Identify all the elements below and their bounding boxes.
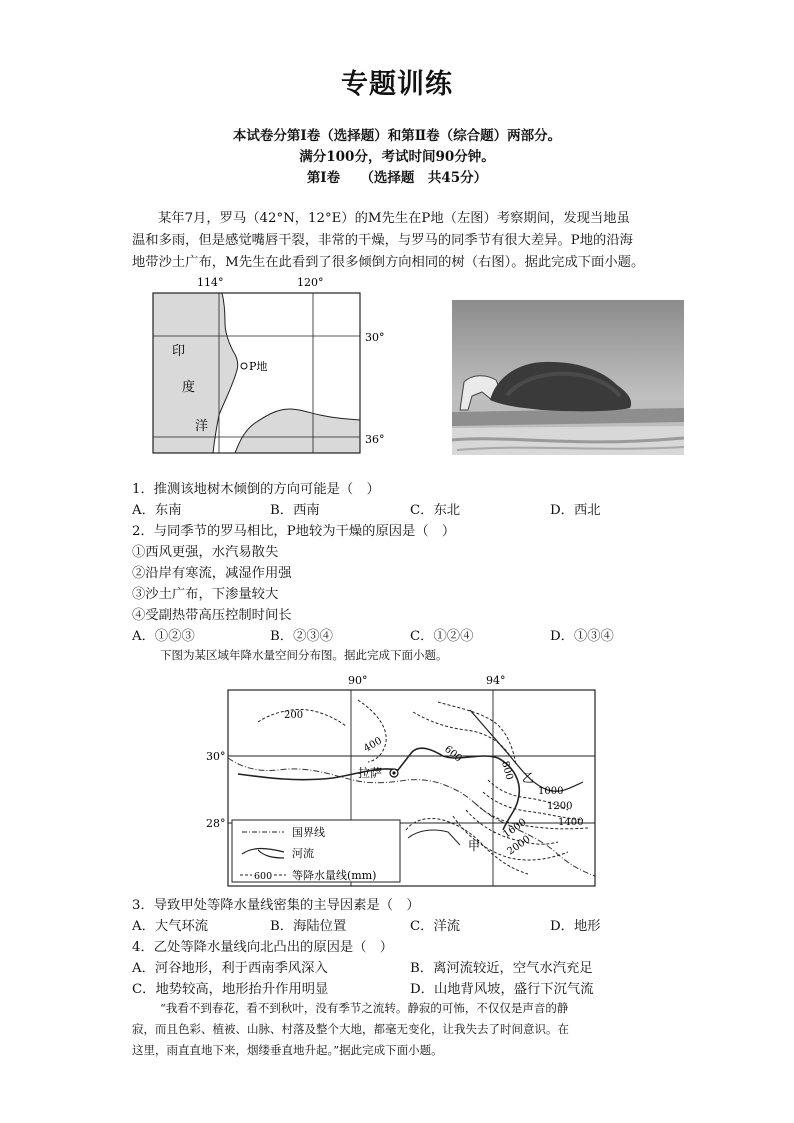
lon-label-114: 114°: [197, 276, 224, 289]
q1-option-a: A．东南: [132, 503, 182, 518]
isohyet-label-1000: 1000: [538, 786, 564, 797]
q2-stem: 2．与同季节的罗马相比，P地较为干燥的原因是（ ）: [132, 524, 456, 539]
q1-option-d: D．西北: [550, 503, 601, 518]
lat-label-36: 36°: [365, 433, 385, 446]
q3-stem: 3．导致甲处等降水量线密集的主导因素是（ ）: [132, 898, 420, 913]
lat-label-28: 28°: [206, 817, 226, 830]
legend-isohyet-number: 600: [254, 871, 273, 882]
q3-option-d: D．地形: [550, 919, 601, 934]
q1-option-c: C．东北: [410, 503, 461, 518]
q2-statement-1: ①西风更强，水汽易散失: [132, 545, 279, 560]
q4-option-b: B．离河流较近，空气水汽充足: [410, 961, 593, 976]
lhasa-label: 拉萨: [358, 766, 383, 780]
lat-label-30: 30°: [206, 750, 226, 763]
exam-info-line1: 本试卷分第Ⅰ卷（选择题）和第Ⅱ卷（综合题）两部分。: [232, 128, 562, 144]
lon-label-90: 90°: [348, 674, 368, 687]
intro1-line3: 地带沙土广布，M先生在此看到了很多倾倒方向相同的树（右图）。据此完成下面小题。: [132, 255, 645, 270]
p-place-label: P地: [249, 360, 268, 373]
quote-line3: 这里，雨直直地下来，烟缕垂直地升起。”据此完成下面小题。: [132, 1043, 443, 1057]
exam-info-line2: 满分100分，考试时间90分钟。: [299, 149, 495, 165]
ocean-label-2: 度: [182, 380, 196, 395]
lon-label-120: 120°: [297, 276, 324, 289]
legend-isohyet-label: 等降水量线(mm): [292, 869, 377, 882]
isohyet-label-200: 200: [284, 710, 304, 721]
q3-option-a: A．大气环流: [132, 919, 209, 934]
isohyet-label-1600: 1600: [501, 816, 529, 841]
q2-statement-4: ④受副热带高压控制时间长: [132, 608, 292, 623]
p-location-map: [145, 275, 395, 460]
isohyet-label-2000: 2000: [505, 833, 533, 858]
section-heading: 第Ⅰ卷 （选择题 共45分）: [306, 170, 488, 186]
q2-option-b: B．②③④: [270, 629, 333, 644]
quote-line1: “我看不到春花，看不到秋叶，没有季节之流转。静寂的可怖，不仅仅是声音的静: [160, 1001, 569, 1015]
yi-label: 乙: [522, 771, 535, 785]
q4-stem: 4．乙处等降水量线向北凸出的原因是（ ）: [132, 940, 394, 955]
q4-option-c: C．地势较高，地形抬升作用明显: [132, 982, 329, 997]
intro1-line2: 温和多雨，但是感觉嘴唇干裂，非常的干燥，与罗马的同季节有很大差异。P地的沿海: [132, 233, 633, 248]
precipitation-map: [198, 670, 603, 890]
intro1-line1: 某年7月，罗马（42°N，12°E）的M先生在P地（左图）考察期间，发现当地虽: [158, 211, 630, 226]
jia-label: 甲: [468, 839, 481, 853]
quote-line2: 寂，而且色彩、植被、山脉、村落及整个大地，都毫无变化，让我失去了时间意识。在: [132, 1022, 569, 1036]
q3-option-c: C．洋流: [410, 919, 461, 934]
isohyet-label-1200: 1200: [547, 801, 573, 812]
q2-option-d: D．①③④: [550, 629, 614, 644]
q4-option-a: A．河谷地形，利于西南季风深入: [132, 961, 328, 976]
ocean-label-1: 印: [172, 344, 186, 359]
intro2: 下图为某区域年降水量空间分布图。据此完成下面小题。: [160, 648, 448, 662]
p-point-marker: [241, 363, 247, 369]
ocean-label-3: 洋: [195, 419, 209, 434]
q3-option-b: B．海陆位置: [270, 919, 347, 934]
tilted-tree-photo: [452, 300, 684, 455]
isohyet-label-400: 400: [362, 735, 385, 755]
isohyet-label-800: 800: [499, 759, 515, 782]
lat-label-30: 30°: [365, 331, 385, 344]
isohyet-label-1400: 1400: [558, 817, 584, 828]
page-title: 专题训练: [341, 69, 453, 100]
q4-option-d: D．山地背风坡，盛行下沉气流: [410, 982, 594, 997]
q1-option-b: B．西南: [270, 503, 320, 518]
isohyet-label-600: 600: [442, 743, 464, 765]
q2-option-c: C．①②④: [410, 629, 474, 644]
q2-statement-2: ②沿岸有寒流，减湿作用强: [132, 566, 292, 581]
q2-statement-3: ③沙土广布，下渗量较大: [132, 587, 279, 602]
legend-river-label: 河流: [292, 847, 314, 860]
legend-border-label: 国界线: [292, 826, 325, 839]
q1-stem: 1．推测该地树木倾倒的方向可能是（ ）: [132, 482, 380, 497]
lon-label-94: 94°: [486, 674, 506, 687]
q2-option-a: A．①②③: [132, 629, 195, 644]
